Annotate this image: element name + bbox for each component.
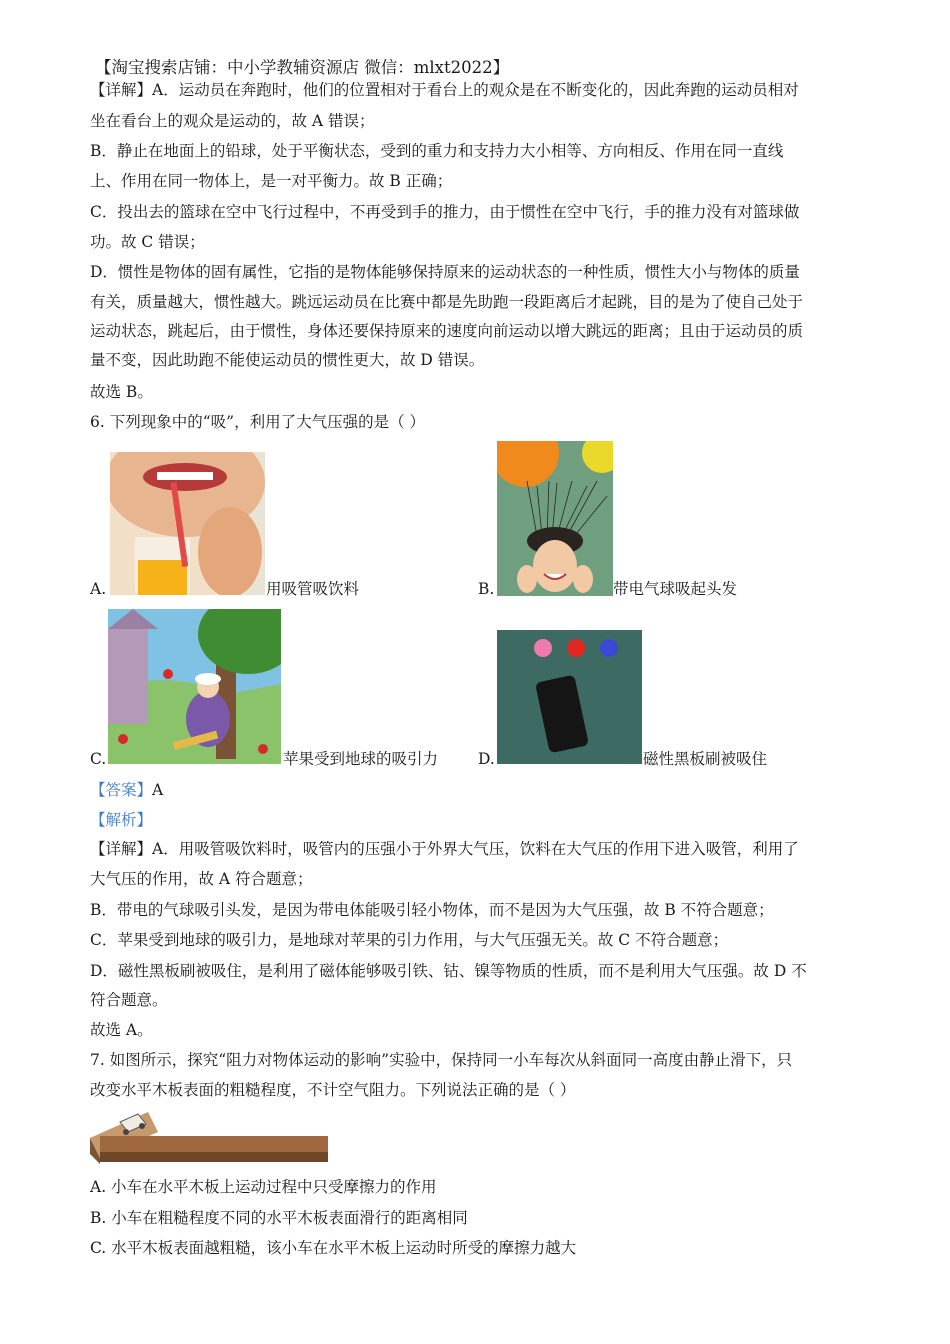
- q5-explanation-line: D．惯性是物体的固有属性，它指的是物体能够保持原来的运动状态的一种性质，惯性大小与物体的质量: [90, 263, 800, 281]
- option-b-letter: B.: [478, 580, 495, 598]
- q7-option-c: C. 水平木板表面越粗糙，该小车在水平木板上运动时所受的摩擦力越大: [90, 1239, 577, 1257]
- answer-line: [90, 780, 163, 800]
- q5-explanation-line: B．静止在地面上的铅球，处于平衡状态，受到的重力和支持力大小相等、方向相反、作用在同一直线: [90, 142, 784, 160]
- q5-explanation-line: 上、作用在同一物体上，是一对平衡力。故 B 正确；: [90, 172, 453, 190]
- q6-explanation-line: 【详解】A．用吸管吸饮料时，吸管内的压强小于外界大气压，饮料在大气压的作用下进入吸管，利用了: [90, 840, 799, 858]
- option-d-text: 磁性黑板刷被吸住: [643, 750, 768, 768]
- option-a-image: [110, 452, 265, 595]
- option-b-text: 带电气球吸起头发: [613, 580, 738, 598]
- answer-value: A: [152, 781, 164, 799]
- option-d-image: [497, 630, 642, 764]
- q7-option-b: B. 小车在粗糙程度不同的水平木板表面滑行的距离相同: [90, 1209, 468, 1227]
- q6-conclusion: 故选 A。: [90, 1021, 153, 1039]
- q6-explanation-line: 符合题意。: [90, 991, 168, 1009]
- q6-question: 6. 下列现象中的“吸”，利用了大气压强的是（ ）: [90, 413, 425, 431]
- option-b-image: [497, 441, 613, 596]
- q7-question-line: 改变水平木板表面的粗糙程度，不计空气阻力。下列说法正确的是（ ）: [90, 1081, 576, 1099]
- option-a-letter: A.: [90, 580, 107, 598]
- q5-explanation-line: 【详解】A．运动员在奔跑时，他们的位置相对于看台上的观众是在不断变化的，因此奔跑的运动员相对: [90, 81, 799, 99]
- q6-explanation-line: B．带电的气球吸引头发，是因为带电体能吸引轻小物体，而不是因为大气压强，故 B 不符合题意；: [90, 901, 774, 919]
- ramp-board-image: [90, 1108, 330, 1166]
- page-header: 【淘宝搜索店铺：中小学教辅资源店 微信：mlxt2022】: [95, 58, 510, 77]
- q5-explanation-line: 运动状态，跳起后，由于惯性，身体还要保持原来的速度向前运动以增大跳远的距离；且由于运动员的质: [90, 322, 804, 340]
- q7-question-line: 7. 如图所示，探究“阻力对物体运动的影响”实验中，保持同一小车每次从斜面同一高度由静止滑下，只: [90, 1051, 793, 1069]
- option-d-letter: D.: [478, 750, 495, 768]
- q6-explanation-line: C．苹果受到地球的吸引力，是地球对苹果的引力作用，与大气压强无关。故 C 不符合题意；: [90, 931, 729, 949]
- option-a-text: 用吸管吸饮料: [266, 580, 360, 598]
- q5-explanation-line: 有关，质量越大，惯性越大。跳远运动员在比赛中都是先助跑一段距离后才起跳，目的是为了使自己处于: [90, 293, 804, 311]
- q7-option-a: A. 小车在水平木板上运动过程中只受摩擦力的作用: [90, 1178, 437, 1196]
- q6-explanation-line: D．磁性黑板刷被吸住，是利用了磁体能够吸引铁、钴、镍等物质的性质，而不是利用大气压强。故 D 不: [90, 962, 807, 980]
- option-c-image: [108, 609, 281, 764]
- analysis-tag: 【解析】: [90, 811, 153, 829]
- answer-tag: 【答案】: [90, 781, 153, 799]
- q5-conclusion: 故选 B。: [90, 383, 153, 401]
- q5-explanation-line: 功。故 C 错误；: [90, 233, 205, 251]
- option-c-letter: C.: [90, 750, 107, 768]
- q5-explanation-line: 坐在看台上的观众是运动的，故 A 错误；: [90, 112, 375, 130]
- q5-explanation-line: C．投出去的篮球在空中飞行过程中，不再受到手的推力，由于惯性在空中飞行，手的推力没有对篮球做: [90, 203, 800, 221]
- option-c-text: 苹果受到地球的吸引力: [283, 750, 439, 768]
- q5-explanation-line: 量不变，因此助跑不能使运动员的惯性更大，故 D 错误。: [90, 351, 485, 369]
- q6-explanation-line: 大气压的作用，故 A 符合题意；: [90, 870, 313, 888]
